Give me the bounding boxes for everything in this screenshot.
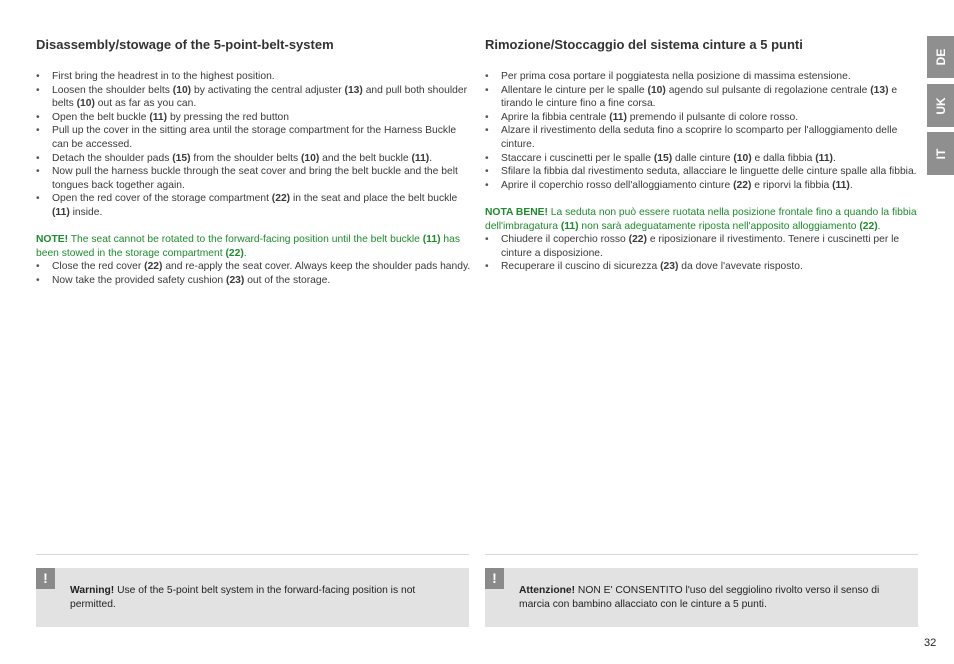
list-item: • Recuperare il cuscino di sicurezza (23) da dove l'avevate risposto. — [485, 260, 921, 274]
list-item: • Now take the provided safety cushion (23) out of the storage. — [36, 274, 472, 288]
warning-text: Attenzione! NON E' CONSENTITO l'uso del seggiolino rivolto verso il senso di marcia con bambino allacciato con le cinture a 5 punti. — [519, 585, 880, 610]
language-tab-de[interactable]: DE — [927, 36, 954, 78]
list-item: • Alzare il rivestimento della seduta fino a scoprire lo scomparto per l'alloggiamento delle cinture. — [485, 124, 921, 151]
warning-text: Warning! Use of the 5-point belt system in the forward-facing position is not permitted. — [70, 585, 416, 610]
note-text: NOTA BENE! La seduta non può essere ruotata nella posizione frontale fino a quando la fibbia dell'imbragatura (11) non sarà adeguatamente riposta nell'apposito alloggiamento (22). — [485, 206, 917, 232]
warning-box — [485, 568, 918, 627]
list-item: • Open the belt buckle (11) by pressing the red button — [36, 111, 472, 125]
divider — [485, 554, 918, 555]
section-heading: Disassembly/stowage of the 5-point-belt-system — [36, 37, 334, 52]
page-number: 32 — [924, 637, 937, 649]
list-item: • Per prima cosa portare il poggiatesta nella posizione di massima estensione. — [485, 70, 921, 84]
list-item: • Staccare i cuscinetti per le spalle (15) dalle cinture (10) e dalla fibbia (11). — [485, 152, 921, 166]
list-item: • Allentare le cinture per le spalle (10) agendo sul pulsante di regolazione centrale (13) e tirando le cinture fino a fine corsa. — [485, 84, 921, 111]
exclamation-icon: ! — [485, 568, 504, 589]
list-item: • Detach the shoulder pads (15) from the shoulder belts (10) and the belt buckle (11). — [36, 152, 472, 166]
list-item: • Aprire la fibbia centrale (11) premendo il pulsante di colore rosso. — [485, 111, 921, 125]
italian-column — [485, 36, 921, 274]
list-item: • Aprire il coperchio rosso dell'alloggiamento cinture (22) e riporvi la fibbia (11). — [485, 179, 921, 193]
list-item: • Now pull the harness buckle through the seat cover and bring the belt buckle and the belt tongues back together again. — [36, 165, 472, 192]
section-heading: Rimozione/Stoccaggio del sistema cinture a 5 punti — [485, 37, 803, 52]
language-tab-it[interactable]: IT — [927, 132, 954, 175]
list-item: • Pull up the cover in the sitting area until the storage compartment for the Harness Buckle can be accessed. — [36, 124, 472, 151]
list-item: • Loosen the shoulder belts (10) by activating the central adjuster (13) and pull both shoulder belts (10) out as far as you can. — [36, 84, 472, 111]
list-item: • Close the red cover (22) and re-apply the seat cover. Always keep the shoulder pads handy. — [36, 260, 472, 274]
instruction-list-after-note — [36, 260, 472, 287]
exclamation-icon: ! — [36, 568, 55, 589]
language-tab-uk[interactable]: UK — [927, 84, 954, 127]
list-item: • First bring the headrest in to the highest position. — [36, 70, 472, 84]
instruction-list — [485, 70, 921, 192]
divider — [36, 554, 469, 555]
warning-box — [36, 568, 469, 627]
list-item: • Open the red cover of the storage compartment (22) in the seat and place the belt buckle (11) inside. — [36, 192, 472, 219]
note-text: NOTE! The seat cannot be rotated to the forward-facing position until the belt buckle (11) has been stowed in the storage compartment (22). — [36, 234, 460, 259]
instruction-list — [36, 70, 472, 220]
instruction-list-after-note — [485, 233, 921, 274]
list-item: • Sfilare la fibbia dal rivestimento seduta, allacciare le linguette delle cinture spalle alla fibbia. — [485, 165, 921, 179]
list-item: • Chiudere il coperchio rosso (22) e riposizionare il rivestimento. Tenere i cuscinetti per le cinture a disposizione. — [485, 233, 921, 260]
english-column — [36, 36, 472, 288]
